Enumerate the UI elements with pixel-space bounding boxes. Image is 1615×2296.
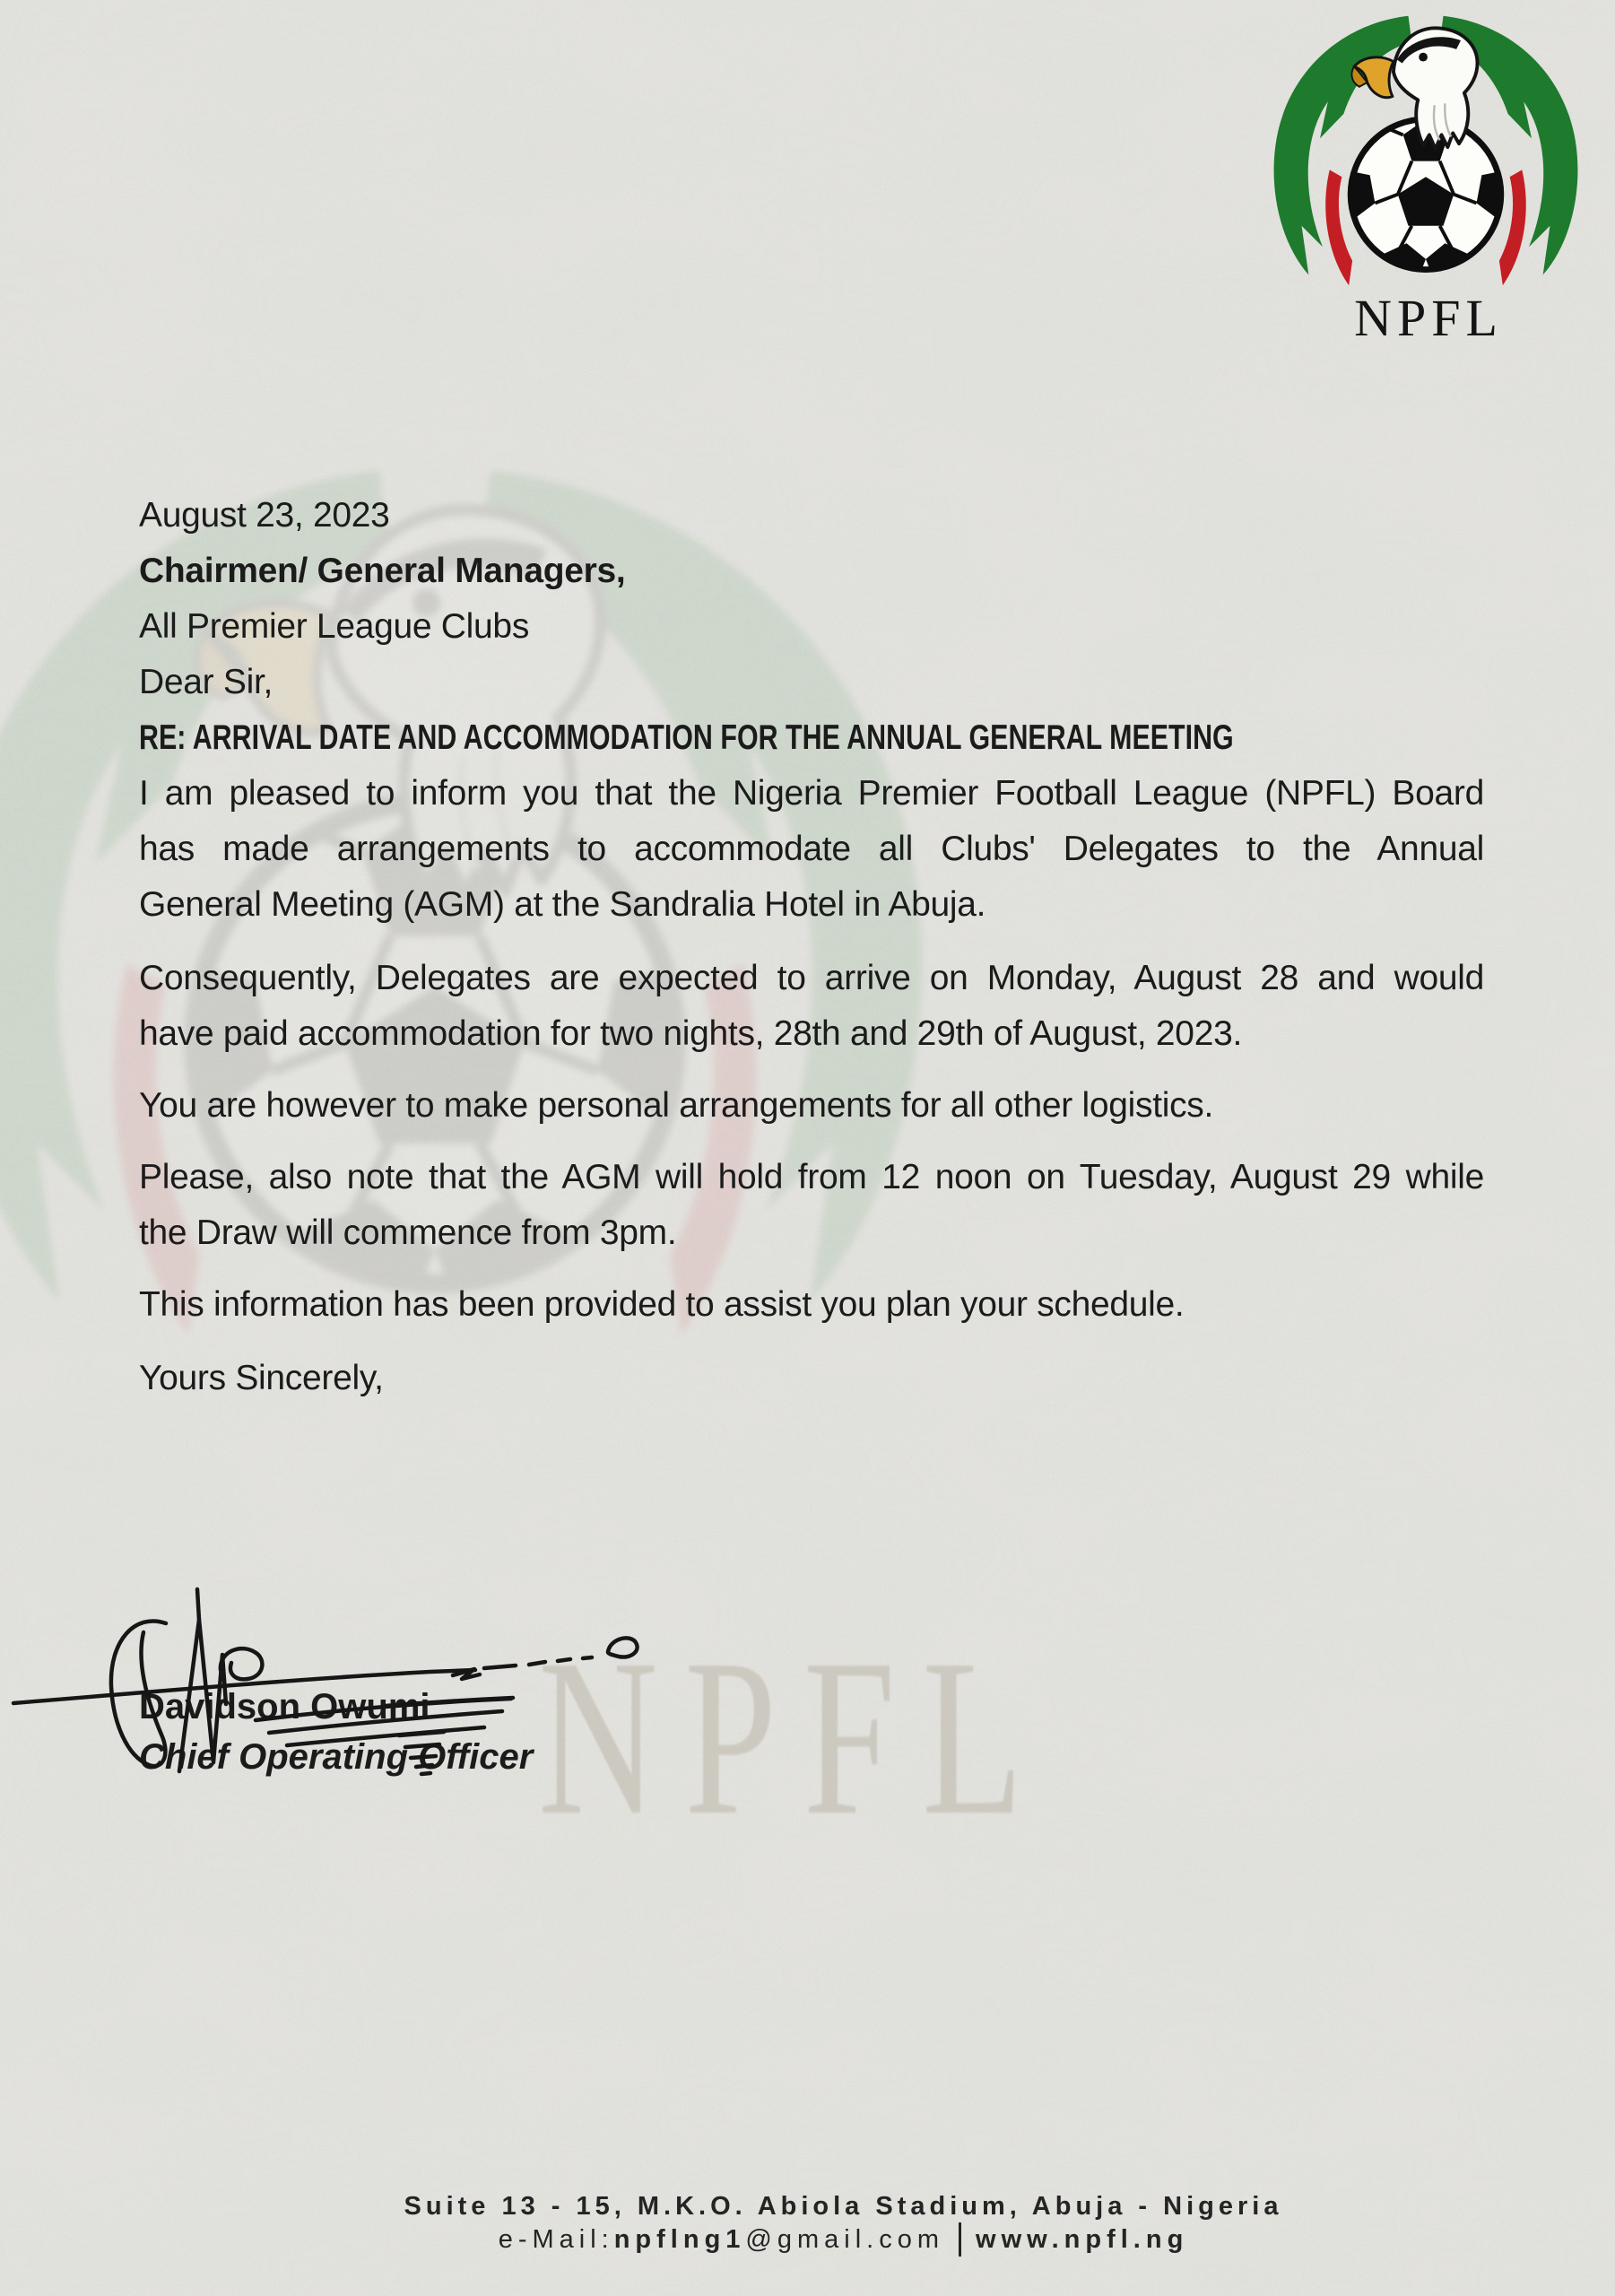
subject-line	[139, 710, 1484, 766]
separator-bar	[959, 2222, 961, 2257]
email-user: npflng1	[613, 2225, 746, 2254]
email-label: e-Mail:	[498, 2225, 614, 2254]
email-domain: @gmail.com	[745, 2225, 945, 2254]
subject-text: RE: ARRIVAL DATE AND ACCOMMODATION FOR THE ANNUAL GENERAL MEETING	[139, 718, 1234, 757]
salutation: Dear Sir,	[139, 663, 274, 701]
body-line: I am pleased to inform you that the Nigeria Premier Football League (NPFL) Board	[139, 774, 1484, 813]
footer	[36, 2190, 1615, 2257]
body-line: have paid accommodation for two nights, 28th and 29th of August, 2023.	[139, 1014, 1243, 1053]
body-line: This information has been provided to assist you plan your schedule.	[139, 1285, 1185, 1324]
body-line: Consequently, Delegates are expected to arrive on Monday, August 28 and would	[139, 959, 1484, 997]
paragraph-1	[139, 766, 1484, 933]
footer-address: Suite 13 - 15, M.K.O. Abiola Stadium, Abuja - Nigeria	[404, 2192, 1283, 2221]
signature-scribble	[0, 1570, 690, 1785]
signatory-title: Chief Operating Officer	[139, 1737, 534, 1777]
footer-contact	[36, 2222, 1615, 2257]
npfl-text-watermark: NPFL	[538, 1613, 1050, 1862]
body-line: Please, also note that the AGM will hold from 12 noon on Tuesday, August 29 while	[139, 1158, 1484, 1196]
logo-caption: NPFL	[1354, 289, 1503, 347]
npfl-crest-icon	[1246, 9, 1605, 289]
signatory-name: Davidson Owumi	[139, 1687, 430, 1726]
letter-content	[139, 488, 1484, 1406]
addressee-title: Chairmen/ General Managers,	[139, 552, 626, 590]
closing: Yours Sincerely,	[139, 1359, 384, 1397]
website: www.npfl.ng	[976, 2225, 1189, 2254]
letter-date: August 23, 2023	[139, 496, 390, 535]
paragraph-4	[139, 1150, 1484, 1261]
body-line: has made arrangements to accommodate all Clubs' Delegates to the Annual	[139, 830, 1484, 868]
paragraph-3	[139, 1078, 1484, 1134]
addressee-org: All Premier League Clubs	[139, 607, 530, 646]
body-line: the Draw will commence from 3pm.	[139, 1213, 677, 1252]
body-line: You are however to make personal arrangements for all other logistics.	[139, 1086, 1214, 1125]
letterhead	[1246, 9, 1605, 347]
paragraph-5	[139, 1277, 1484, 1333]
paragraph-2	[139, 951, 1484, 1062]
body-line: General Meeting (AGM) at the Sandralia Hotel in Abuja.	[139, 885, 986, 924]
